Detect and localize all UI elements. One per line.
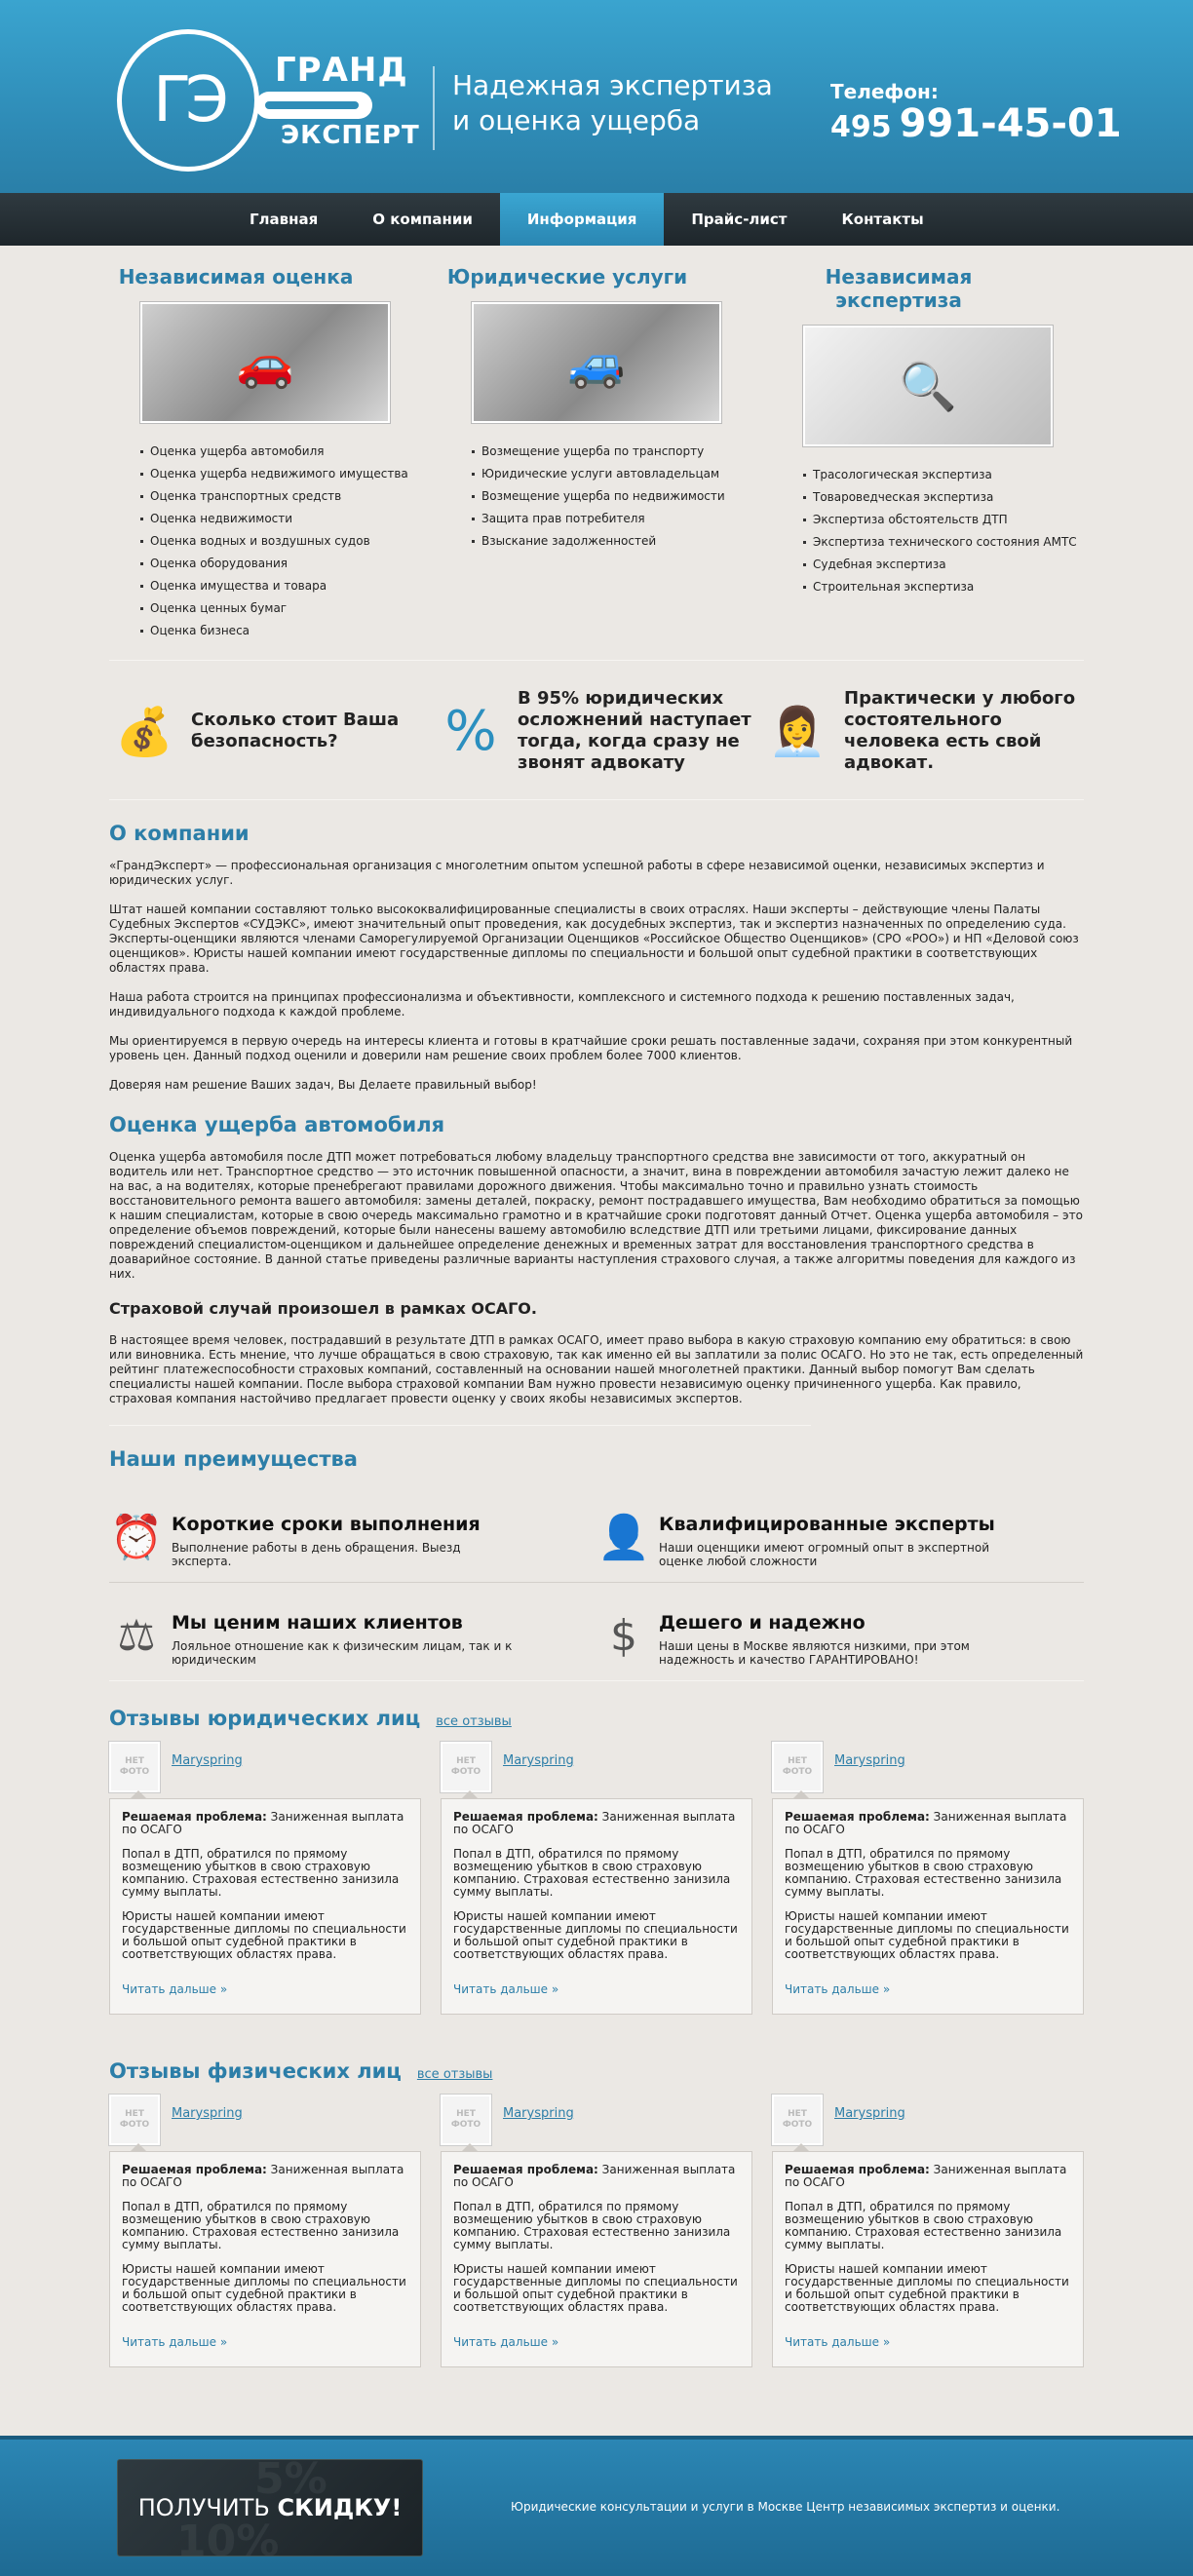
nav-item-pricelist[interactable]: Прайс-лист — [691, 211, 788, 228]
info-text: В 95% юридических осложнений наступает тогда, когда сразу не звонят адвокату — [518, 688, 751, 773]
review-text: Юристы нашей компании имеют государственные дипломы по специальности и большой опыт судебной практики в соответствующих областях права. — [122, 2262, 406, 2314]
problem-text: Заниженная выплата по ОСАГО — [785, 1810, 1067, 1836]
lawyer-icon: 👩‍💼 — [768, 704, 827, 759]
info-block-percent — [436, 688, 757, 774]
service-link[interactable]: Возмещение ущерба по транспорту — [472, 441, 752, 463]
all-reviews-link[interactable]: все отзывы — [436, 1714, 512, 1729]
nav-item-info[interactable]: Информация — [500, 193, 665, 246]
review-text: Юристы нашей компании имеют государственные дипломы по специальности и большой опыт судебной практики в соответствующих областях права. — [122, 1909, 406, 1961]
expert-icon: 👤 — [596, 1513, 651, 1562]
info-row — [109, 661, 1084, 799]
phone-digits: 991-45-01 — [899, 101, 1122, 146]
service-title[interactable]: Независимая экспертиза — [825, 265, 973, 312]
problem-label: Решаемая проблема: — [453, 1810, 598, 1824]
about-paragraph: Наша работа строится на принципах профессионализма и объективности, комплексного и системного подхода к решению поставленных задач, индивидуального подхода к каждой проблеме. — [109, 990, 1015, 1019]
review-text: Попал в ДТП, обратился по прямому возмещению убытков в свою страховую компанию. Страховая естественно занизила сумму выплаты. — [785, 1847, 1062, 1899]
read-more-link[interactable]: Читать дальше » — [122, 2335, 228, 2349]
car-collision-photo-icon[interactable]: 🚙 — [472, 302, 721, 423]
osago-paragraph: В настоящее время человек, пострадавший в результате ДТП в рамках ОСАГО, имеет право выбора в какую страховую компанию ему обратиться: в свою или виновника. Есть мнение, что лучше обращаться в свою страховую, так как именно ей вы заплатили за полис ОСАГО. Но это не так, есть определенный рейтинг платежеспособности страховых компаний, составленный на основании нашей многолетней практики. Данный выбор помогут Вам сделать специалисты нашей компании. После выбора страховой компании Вам нужно провести независимую оценку причиненного ущерба. Как правило, страховая компания настойчиво предлагает провести оценку у своих якобы независимых экспертов. — [109, 1333, 1084, 1405]
advantage-item — [109, 1484, 596, 1582]
service-title[interactable]: Независимая оценка — [118, 265, 354, 288]
review-text: Попал в ДТП, обратился по прямому возмещению убытков в свою страховую компанию. Страховая естественно занизила сумму выплаты. — [453, 2200, 731, 2251]
about-section — [109, 800, 1084, 1093]
problem-text: Заниженная выплата по ОСАГО — [785, 2163, 1067, 2189]
read-more-link[interactable]: Читать дальше » — [122, 1982, 228, 1996]
service-link[interactable]: Оценка ущерба недвижимого имущества — [140, 463, 421, 485]
review-text: Попал в ДТП, обратился по прямому возмещению убытков в свою страховую компанию. Страховая естественно занизила сумму выплаты. — [122, 1847, 400, 1899]
car-damage-paragraph: Оценка ущерба автомобиля после ДТП может потребоваться любому владельцу транспортного средства вне зависимости от того, аккуратный он водитель или нет. Транспортное средство — это источник повышенной опасности, а значит, вина в повреждении автомобиля зачастую лежит далеко не на вас, а на водителях, которые пренебрегают правилами дорожного движения. Чтобы максимально точно и правильно узнать стоимость восстановительного ремонта вашего автомобиля: замены деталей, покраску, ремонт пострадавшего имущества, Вам необходимо обратиться за помощью к нашим специалистам, которые в свою очередь максимально грамотно и в кратчайшие сроки подготовят данный Отчет. Оценка ущерба автомобиля – это определение объемов повреждений, которые были нанесены вашему автомобилю вследствие ДТП или третьими лицами, фиксирование данных повреждений специалистом-оценщиком и дальнейшее определение денежных и временных затрат для восстановления транспортного средства в доаварийное состояние. В данной статье приведены различные варианты наступления страхового случая, а также алгоритмы поведения для каждого из них. — [109, 1150, 1083, 1281]
get-discount-button[interactable] — [117, 2459, 423, 2557]
magnifier-photo-icon[interactable]: 🔍 — [803, 326, 1053, 446]
problem-text: Заниженная выплата по ОСАГО — [122, 2163, 404, 2189]
problem-label: Решаемая проблема: — [785, 2163, 930, 2176]
service-link[interactable]: Оценка недвижимости — [140, 508, 421, 530]
service-independent-valuation — [109, 265, 421, 642]
service-legal — [441, 265, 752, 642]
advantage-title: Дешего и надежно — [659, 1612, 866, 1634]
no-photo-icon: НЕТ ФОТО — [109, 2095, 160, 2145]
scales-icon: ⚖ — [117, 1610, 156, 1661]
about-title: О компании — [109, 822, 250, 845]
info-block-lawyer — [762, 688, 1084, 774]
problem-label: Решаемая проблема: — [122, 2163, 267, 2176]
logo-magnifier-handle — [255, 92, 372, 119]
info-block-security — [109, 688, 431, 774]
review-card — [441, 2095, 752, 2367]
advantage-desc: Наши цены в Москве являются низкими, при этом надежность и качество ГАРАНТИРОВАНО! — [659, 1639, 970, 1667]
service-link[interactable]: Товароведческая экспертиза — [803, 486, 1084, 509]
advantages-section — [109, 1426, 1084, 1471]
service-link[interactable]: Судебная экспертиза — [803, 554, 1084, 576]
service-link[interactable]: Экспертиза технического состояния АМТС — [803, 531, 1084, 554]
reviews-legal-title: Отзывы юридических лиц — [109, 1707, 421, 1730]
service-expertise — [772, 265, 1084, 642]
problem-text: Заниженная выплата по ОСАГО — [122, 1810, 404, 1836]
problem-label: Решаемая проблема: — [785, 1810, 930, 1824]
review-card — [441, 1742, 752, 2015]
header-separator — [433, 66, 435, 150]
service-link[interactable]: Защита прав потребителя — [472, 508, 752, 530]
review-text: Попал в ДТП, обратился по прямому возмещению убытков в свою страховую компанию. Страховая естественно занизила сумму выплаты. — [122, 2200, 400, 2251]
advantages-grid — [109, 1484, 1084, 1680]
service-link[interactable]: Юридические услуги автовладельцам — [472, 463, 752, 485]
service-link[interactable]: Оценка водных и воздушных судов — [140, 530, 421, 553]
phone-number[interactable] — [830, 101, 1122, 146]
service-link[interactable]: Оценка имущества и товара — [140, 575, 421, 597]
advantage-item — [596, 1484, 1084, 1582]
car-crash-photo-icon[interactable]: 🚗 — [140, 302, 390, 423]
promo-bg-text: 10% — [176, 2517, 280, 2557]
about-paragraph: Доверяя нам решение Ваших задач, Вы Делаете правильный выбор! — [109, 1078, 537, 1092]
divider — [109, 1680, 1084, 1681]
service-title[interactable]: Юридические услуги — [446, 265, 688, 288]
review-text: Юристы нашей компании имеют государственные дипломы по специальности и большой опыт судебной практики в соответствующих областях права. — [785, 2262, 1069, 2314]
services — [109, 246, 1084, 642]
footer-text: Юридические консультации и услуги в Москве Центр независимых экспертиз и оценки. — [511, 2500, 1060, 2514]
nav-item-about[interactable]: О компании — [372, 211, 473, 228]
service-link[interactable]: Оценка бизнеса — [140, 620, 421, 642]
logo-text-expert: ЭКСПЕРТ — [281, 121, 420, 150]
advantage-desc: Наши оценщики имеют огромный опыт в экспертной оценке любой сложности — [659, 1541, 990, 1568]
review-card — [772, 1742, 1084, 2015]
review-author[interactable]: Maryspring — [503, 1753, 574, 1768]
service-link[interactable]: Оценка ценных бумаг — [140, 597, 421, 620]
read-more-link[interactable]: Читать дальше » — [453, 1982, 559, 1996]
service-link[interactable]: Оценка оборудования — [140, 553, 421, 575]
no-photo-icon: НЕТ ФОТО — [109, 1742, 160, 1792]
service-link[interactable]: Трасологическая экспертиза — [803, 464, 1084, 486]
advantages-title: Наши преимущества — [109, 1447, 358, 1471]
nav-item-contacts[interactable]: Контакты — [841, 211, 924, 228]
service-link[interactable]: Строительная экспертиза — [803, 576, 1084, 598]
header — [0, 0, 1193, 193]
advantage-item — [596, 1582, 1084, 1680]
info-text: Практически у любого состоятельного человека есть свой адвокат. — [844, 688, 1076, 773]
review-text: Попал в ДТП, обратился по прямому возмещению убытков в свою страховую компанию. Страховая естественно занизила сумму выплаты. — [785, 2200, 1062, 2251]
advantage-item — [109, 1582, 596, 1680]
advantage-desc: Выполнение работы в день обращения. Выезд эксперта. — [172, 1541, 461, 1568]
review-author[interactable]: Maryspring — [172, 2106, 243, 2121]
footer — [0, 2436, 1193, 2576]
read-more-link[interactable]: Читать дальше » — [785, 2335, 891, 2349]
problem-text: Заниженная выплата по ОСАГО — [453, 2163, 736, 2189]
advantage-desc: Лояльное отношение как к физическим лицам, так и к юридическим — [172, 1639, 513, 1667]
advantage-title: Короткие сроки выполнения — [172, 1514, 481, 1535]
review-card — [109, 2095, 421, 2367]
no-photo-icon: НЕТ ФОТО — [772, 1742, 823, 1792]
review-author[interactable]: Maryspring — [503, 2106, 574, 2121]
car-damage-section — [109, 1107, 1084, 1406]
info-text: Сколько стоит Ваша безопасность? — [191, 710, 400, 751]
service-link[interactable]: Оценка транспортных средств — [140, 485, 421, 508]
reviews-individual-title: Отзывы физических лиц — [109, 2059, 402, 2083]
advantage-title: Квалифицированные эксперты — [659, 1514, 995, 1535]
nav-item-home[interactable]: Главная — [250, 211, 319, 228]
service-link[interactable]: Взыскание задолженностей — [472, 530, 752, 553]
problem-label: Решаемая проблема: — [122, 1810, 267, 1824]
promo-bold: СКИДКУ! — [277, 2494, 403, 2521]
promo-bg-text: 5% — [254, 2459, 327, 2504]
percent-icon: % — [444, 699, 497, 763]
review-card — [772, 2095, 1084, 2367]
promo-prefix: ПОЛУЧИТЬ — [137, 2494, 270, 2521]
reviews-legal-section — [109, 1707, 1084, 2015]
read-more-link[interactable]: Читать дальше » — [785, 1982, 891, 1996]
about-paragraph: Штат нашей компании составляют только высококвалифицированные специалисты в своих отраслях. Наши эксперты – действующие члены Палаты Судебных Экспертов «СУДЭКС», имеют значительный опыт проведения, как досудебных экспертиз, так и экспертиз назначенных по определению суда. Эксперты-оценщики являются членами Саморегулируемой Организации Оценщиков «Российское Общество Оценщиков» (СРО «РОО») и НП «Деловой союз оценщиков». Юристы нашей компании имеют государственные дипломы по специальности и большой опыт судебной практики в соответствующих областях права. — [109, 903, 1079, 975]
logo-text-grand: ГРАНД — [275, 51, 408, 90]
service-link[interactable]: Экспертиза обстоятельств ДТП — [803, 509, 1084, 531]
advantage-title: Мы ценим наших клиентов — [172, 1612, 463, 1634]
service-link[interactable]: Оценка ущерба автомобиля — [140, 441, 421, 463]
review-card — [109, 1742, 421, 2015]
read-more-link[interactable]: Читать дальше » — [453, 2335, 559, 2349]
main-nav — [0, 193, 1193, 246]
service-link[interactable]: Возмещение ущерба по недвижимости — [472, 485, 752, 508]
logo-monogram: ГЭ — [153, 64, 223, 136]
review-author[interactable]: Maryspring — [834, 1753, 905, 1768]
clock-icon: ⏰ — [109, 1513, 164, 1562]
review-text: Юристы нашей компании имеют государственные дипломы по специальности и большой опыт судебной практики в соответствующих областях права. — [453, 2262, 738, 2314]
no-photo-icon: НЕТ ФОТО — [441, 2095, 491, 2145]
problem-label: Решаемая проблема: — [453, 2163, 598, 2176]
review-text: Юристы нашей компании имеют государственные дипломы по специальности и большой опыт судебной практики в соответствующих областях права. — [785, 1909, 1069, 1961]
phone-label: Телефон: — [830, 80, 939, 103]
all-reviews-link[interactable]: все отзывы — [416, 2067, 493, 2082]
no-photo-icon: НЕТ ФОТО — [441, 1742, 491, 1792]
about-paragraph: Мы ориентируемся в первую очередь на интересы клиента и готовы в кратчайшие сроки решать поставленные задачи, сохраняя при этом конкурентный уровень цен. Данный подход оценили и доверили нам решение своих проблем более 7000 клиентов. — [109, 1034, 1073, 1062]
problem-text: Заниженная выплата по ОСАГО — [453, 1810, 736, 1836]
review-author[interactable]: Maryspring — [834, 2106, 905, 2121]
logo-icon[interactable] — [117, 29, 259, 172]
header-slogan: Надежная экспертиза и оценка ущерба — [452, 69, 773, 136]
review-author[interactable]: Maryspring — [172, 1753, 243, 1768]
promo-label — [138, 2494, 403, 2521]
reviews-individual-section — [109, 2015, 1084, 2367]
osago-subtitle: Страховой случай произошел в рамках ОСАГО. — [109, 1299, 537, 1318]
phone-code: 495 — [830, 110, 892, 144]
money-icon: $ — [610, 1610, 637, 1661]
car-damage-title: Оценка ущерба автомобиля — [109, 1113, 445, 1136]
about-paragraph: «ГрандЭксперт» — профессиональная организация с многолетним опытом успешной работы в сфере независимой оценки, независимых экспертиз и юридических услуг. — [109, 859, 1045, 887]
review-text: Попал в ДТП, обратился по прямому возмещению убытков в свою страховую компанию. Страховая естественно занизила сумму выплаты. — [453, 1847, 731, 1899]
review-text: Юристы нашей компании имеют государственные дипломы по специальности и большой опыт судебной практики в соответствующих областях права. — [453, 1909, 738, 1961]
coins-icon: 💰 — [115, 704, 173, 759]
no-photo-icon: НЕТ ФОТО — [772, 2095, 823, 2145]
